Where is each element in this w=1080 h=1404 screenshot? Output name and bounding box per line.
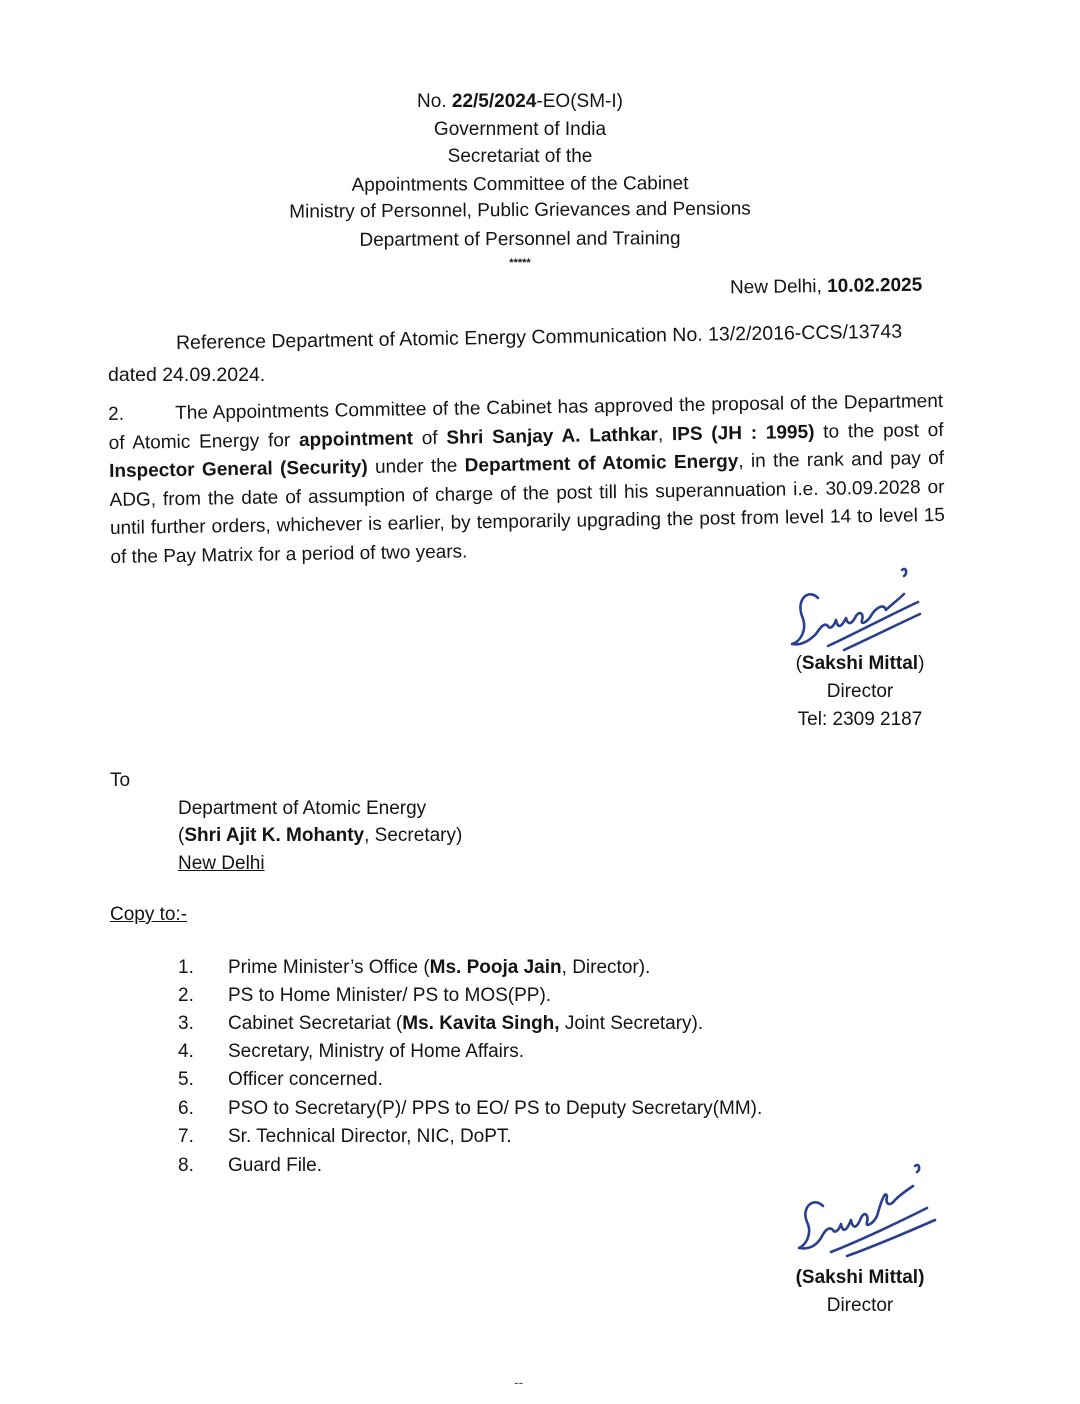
paren-close: ) <box>918 653 925 674</box>
paragraph-emphasis: Inspector General (Security) <box>108 456 368 482</box>
header-stars: ***** <box>509 257 531 269</box>
addressee-org: Department of Atomic Energy <box>178 798 427 819</box>
copy-to-item <box>178 1041 524 1063</box>
copy-to-label: Copy to:- <box>110 904 188 925</box>
copy-to-item-name: Ms. Kavita Singh, <box>402 1013 560 1034</box>
to-label: To <box>110 770 131 791</box>
copy-to-item-name: Ms. Pooja Jain <box>429 957 562 978</box>
copy-to-item-number: 2. <box>178 985 194 1006</box>
header-line-ministry: Ministry of Personnel, Public Grievances and Pensions <box>289 198 751 223</box>
copy-to-item-number: 4. <box>178 1041 194 1062</box>
addressee-person <box>178 825 462 847</box>
copy-to-item <box>178 957 650 979</box>
paragraph-emphasis: Shri Sanjay A. Lathkar <box>446 423 659 449</box>
copy-to-item <box>178 985 551 1007</box>
copy-to-item-text: Officer concerned. <box>228 1069 383 1090</box>
paren-open: ( <box>178 825 185 846</box>
copy-to-item-number: 7. <box>178 1126 194 1147</box>
paragraph-segment: of <box>412 427 447 449</box>
file-number-suffix: -EO(SM-I) <box>536 91 623 112</box>
place: New Delhi, <box>729 275 828 299</box>
copy-to-item-text: Prime Minister’s Office ( <box>228 957 430 978</box>
copy-to-item-text: Cabinet Secretariat ( <box>228 1013 403 1034</box>
paragraph-segment: under the <box>367 455 465 478</box>
reference-line-1: Reference Department of Atomic Energy Communication No. 13/2/2016-CCS/13743 <box>175 320 903 354</box>
addressee-city: New Delhi <box>178 853 265 874</box>
signature-2-icon <box>795 1160 945 1260</box>
header-line-department: Department of Personnel and Training <box>359 228 681 251</box>
paragraph-number: 2. <box>108 403 125 425</box>
copy-to-item <box>178 1126 512 1148</box>
header-line-acc: Appointments Committee of the Cabinet <box>351 173 689 196</box>
signature-1-designation: Director <box>826 681 894 702</box>
copy-to-item <box>178 1013 703 1035</box>
paragraph-emphasis: appointment <box>298 427 414 451</box>
copy-to-item-number: 6. <box>178 1098 194 1119</box>
reference-line-2: dated 24.09.2024. <box>108 364 266 386</box>
addressee-title: , Secretary) <box>364 825 463 846</box>
signature-1-dot <box>902 569 906 576</box>
copy-to-item-text: , Director). <box>561 957 651 978</box>
paragraph-2 <box>108 388 946 572</box>
paragraph-emphasis: Department of Atomic Energy <box>464 451 739 477</box>
copy-to-item-text: Guard File. <box>228 1155 322 1176</box>
copy-to-item <box>178 1069 383 1091</box>
paren-open: ( <box>795 653 802 674</box>
signature-2-designation: Director <box>826 1295 894 1316</box>
copy-to-item-text: Sr. Technical Director, NIC, DoPT. <box>228 1126 512 1147</box>
place-date <box>730 275 923 300</box>
signature-1-name <box>770 650 950 678</box>
signature-2-stroke <box>799 1186 913 1248</box>
signature-2-dot <box>915 1165 919 1172</box>
addressee-name: Shri Ajit K. Mohanty <box>184 825 365 846</box>
signature-2-block <box>770 1264 950 1320</box>
copy-to-item <box>178 1155 322 1177</box>
copy-to-item-text: PS to Home Minister/ PS to MOS(PP). <box>228 985 552 1006</box>
copy-to-item-text: Secretary, Ministry of Home Affairs. <box>228 1041 524 1062</box>
header-line-government: Government of India <box>433 119 607 140</box>
paragraph-segment: to the post of <box>814 419 944 443</box>
file-number-prefix: No. <box>417 91 452 112</box>
copy-to-item-text: PSO to Secretary(P)/ PPS to EO/ PS to Deputy Secretary(MM). <box>228 1098 763 1119</box>
copy-to-item-number: 8. <box>178 1155 194 1176</box>
last-name: Mittal <box>868 653 919 674</box>
copy-to-item-text: Joint Secretary). <box>559 1013 704 1034</box>
copy-to-item-number: 1. <box>178 957 194 978</box>
first-name: Sakshi <box>801 653 869 674</box>
paragraph-segment: , <box>657 423 673 445</box>
signature-2-name: (Sakshi Mittal) <box>795 1267 925 1288</box>
copy-to-item <box>178 1098 762 1120</box>
paragraph-segment: The Appointments Committee of the Cabinet has approved the proposal of the Department of Atomic Energy for <box>108 390 944 454</box>
footer-mark: -- <box>514 1374 524 1390</box>
header-line-secretariat: Secretariat of the <box>447 146 593 167</box>
copy-to-item-number: 3. <box>178 1013 194 1034</box>
paragraph-emphasis: IPS (JH : 1995) <box>671 421 815 445</box>
signature-1-block <box>770 650 950 734</box>
issue-date: 10.02.2025 <box>827 274 923 297</box>
paragraph-segment: , in the rank and pay of ADG, from the date of assumption of charge of the post till his superannuation i.e. 30.09.2028 or until further orders, whichever is earlier, by temporarily upgrading the post from level 14 to level 15 of the Pay Matrix for a period of two years. <box>109 447 946 568</box>
file-number <box>0 88 1040 115</box>
file-number-bold: 22/5/2024 <box>451 91 537 112</box>
copy-to-item-number: 5. <box>178 1069 194 1090</box>
paragraph-2-text <box>108 388 946 572</box>
signature-1-icon <box>788 560 928 660</box>
signature-1-tel: Tel: 2309 2187 <box>797 709 923 730</box>
